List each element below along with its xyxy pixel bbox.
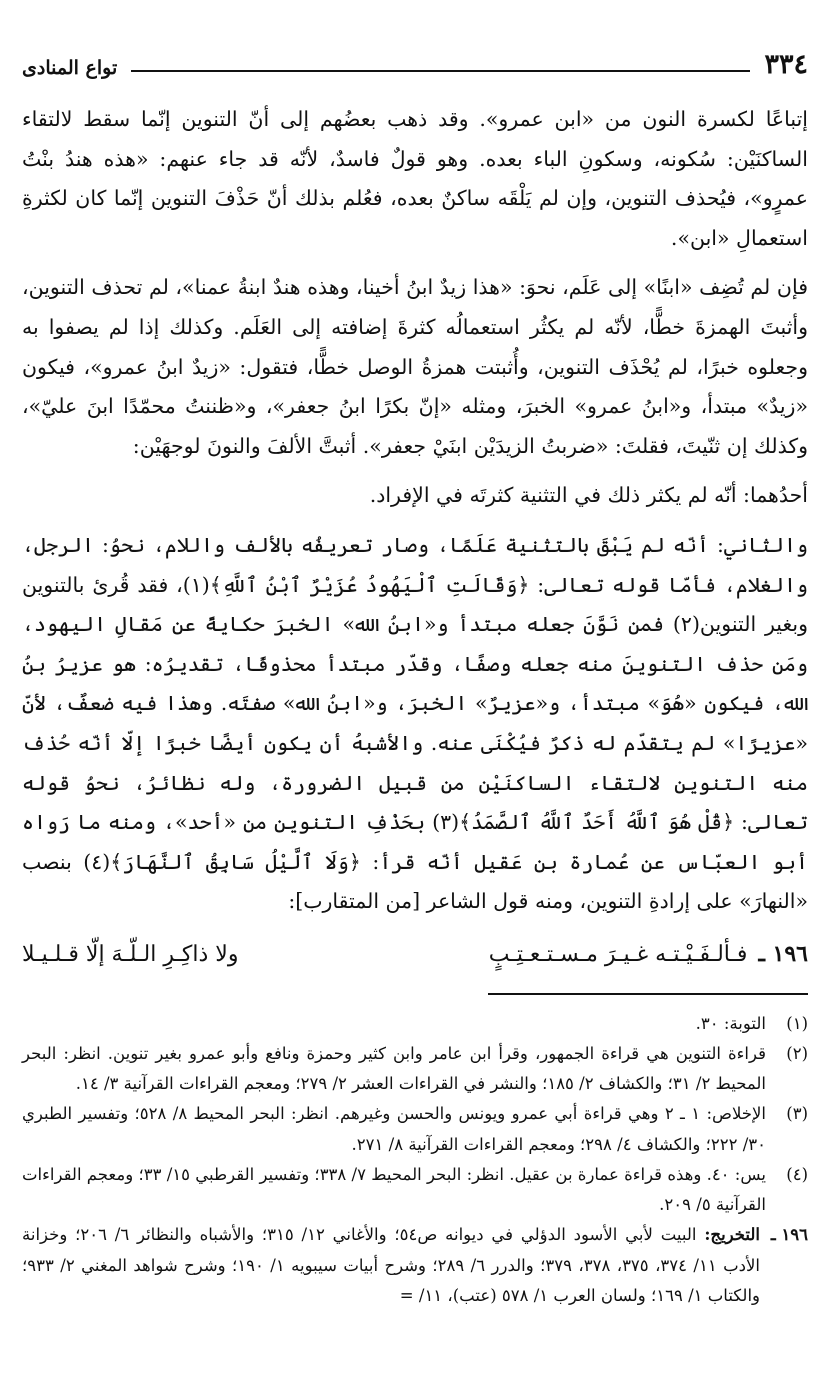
takhrij-label: التخريج: xyxy=(704,1225,761,1245)
takhrij-text: البيت لأبي الأسود الدؤلي في ديوانه ص٥٤؛ والأغاني ١٢/ ٣١٥؛ والأشباه والنظائر ٦/ ٢٠٦؛ وخزانة الأدب ١١/ ٣٧٤، ٣٧٥، ٣٧٨، ٣٧٩؛ والدرر ٦/ ٢٨٩؛ وشرح أبيات سيبويه ١/ ١٩٠؛ وشرح شواهد المغني ٢/ ٩٣٣؛ والكتاب ١/ ١٦٩؛ ولسان العرب ١/ ٥٧٨ (عتب)، ١١/ = xyxy=(22,1225,761,1305)
takhrij-number: ١٩٦ ـ xyxy=(770,1225,808,1245)
footnote-text: يس: ٤٠. وهذه قراءة عمارة بن عقيل. انظر: البحر المحيط ٧/ ٣٣٨؛ وتفسير القرطبي ١٥/ ٣٣؛ ومعجم القراءات القرآنية ٥/ ٢٠٩. xyxy=(22,1164,766,1215)
verse-number: ١٩٦ ـ xyxy=(758,940,808,967)
header-rule xyxy=(131,70,750,72)
footnotes xyxy=(22,1009,808,1311)
footnote-number: (٤) xyxy=(786,1164,808,1184)
paragraph-3: أحدُهما: أنّه لم يكثر ذلك في التثنية كثرتَه في الإفراد. xyxy=(369,483,808,508)
footnote xyxy=(22,1160,808,1220)
paragraph-1: إتباعًا لكسرة النون من «ابن عمرو». وقد ذهب بعضُهم إلى أنّ التنوين إنّما سقط لالتقاء الساكنَيْن: سُكونه، وسكونِ الباء بعده. وهو قولٌ فاسدٌ، لأنّه قد جاء عنهم: «هذه هندُ بنْتُ عمرٍو»، فيُحذف التنوين، وإن لم يَلْقَه ساكنٌ بعده، فعُلم بذلك أنّ حَذْفَ التنوين إنّما كان لكثرةِ استعمالِ «ابن». xyxy=(22,107,808,250)
paragraph-4: والثاني: أنّه لم يَبْقَ بالتثنية عَلَمًا، وصار تعريفُه بالألف واللام، نحوُ: الرجل، والغلام، فأمّا قوله تعالى: ﴿وَقَالَتِ ٱلْيَهُودُ عُزَيْرٌ ٱبْنُ ٱللَّهِ﴾(١)، فقد قُرئ بالتنوين وبغير التنوين(٢) فمن نَوَّنَ جعله مبتدأ و«ابنُ الله» الخبرَ حكايةً عن مَقالِ اليهود، ومَن حذف التنوينَ منه جعله وصفًا، وقدّر مبتدأ محذوفًا، تقديرُه: هو عزيرُ بنُ الله، فيكون «هُوَ» مبتدأ، و«عزيرٌ» الخبرَ، و«ابنُ الله» صفتَه. وهذا فيه ضعفٌ، لأنّ «عزيرًا» لم يتقدّم له ذكرٌ فيُكْنَى عنه. والأشبهُ أن يكون أيضًا خبرًا إلّا أنّه حُذف منه التنوين لالتقاء الساكنَيْن من قبيل الضرورة، وله نظائرُ، نحوُ قوله تعالى: ﴿قُلْ هُوَ ٱللَّهُ أَحَدٌ ٱللَّهُ ٱلصَّمَدُ﴾(٣) بحَذْفِ التنوين من «أحد»، ومنه ما رَواه أبو العبّاس عن عُمارة بن عَقيل أنّه قرأ: ﴿وَلَا ٱلَّيْلُ سَابِقُ ٱلنَّهَارَ﴾(٤) بنصب «النهارَ» على إرادةِ التنوين، ومنه قول الشاعر [من المتقارب]: xyxy=(22,532,808,914)
footnote-number: (٣) xyxy=(786,1104,808,1124)
footnote-number: (١) xyxy=(786,1013,808,1033)
main-text xyxy=(22,100,808,975)
section-title: تواع المنادى xyxy=(22,57,118,79)
takhrij-note xyxy=(22,1220,808,1311)
page-number: ٣٣٤ xyxy=(764,49,808,80)
poetry-verse xyxy=(22,934,808,975)
verse-second-hemistich: ولا ذاكِـرِ الـلّـهَ إلّا قـلـيـلا xyxy=(22,941,239,967)
footnote-text: الإخلاص: ١ ـ ٢ وهي قراءة أبي عمرو ويونس والحسن وغيرهم. انظر: البحر المحيط ٨/ ٥٢٨؛ وتفسير الطبري ٣٠/ ٢٢٢؛ والكشاف ٤/ ٢٩٨؛ ومعجم القراءات القرآنية ٨/ ٢٧١. xyxy=(22,1104,767,1154)
footnote xyxy=(22,1039,808,1099)
running-header xyxy=(22,38,808,78)
footnote xyxy=(22,1099,808,1159)
footnote-separator xyxy=(488,993,808,995)
paragraph-2: فإن لم تُضِف «ابنًا» إلى عَلَم، نحوَ: «هذا زيدٌ ابنُ أخينا، وهذه هندٌ ابنةُ عمنا»، لم تحذف التنوين، وأثبتَ الهمزةَ خطًّا، لأنّه لم يكثُر استعمالُه كثرةَ إضافته إلى العَلَم. وكذلك إذا لم يصفوا به وجعلوه خبرًا، لم يُحْذَف التنوين، وأُثبتت همزةُ الوصل خطًّا، فتقول: «زيدٌ ابنُ عمرو»، فيكون «زيدٌ» مبتدأ، و«ابنُ عمرو» الخبرَ، ومثله «إنّ بكرًا ابنُ جعفر»، و«ظننتُ محمّدًا ابنَ عليّ»، وكذلك إن ثنّيتَ، فقلتَ: «ضربتُ الزيدَيْن ابنَيْ جعفر». أثبتَّ الألفَ والنونَ لوجهَيْن: xyxy=(22,275,808,458)
footnote-number: (٢) xyxy=(786,1044,808,1064)
footnote xyxy=(22,1009,808,1039)
footnote-text: قراءة التنوين هي قراءة الجمهور، وقرأ ابن عامر وابن كثير وحمزة ونافع وأبو عمرو بغير تنوين. انظر: البحر المحيط ٢/ ٣١؛ والكشاف ٢/ ١٨٥؛ والنشر في القراءات العشر ٢/ ٢٧٩؛ ومعجم القراءات القرآنية ٣/ ١٤. xyxy=(22,1044,766,1094)
footnote-text: التوبة: ٣٠. xyxy=(695,1013,766,1033)
verse-first-hemistich: فـألـفَـيْـتـه غـيـرَ مـسـتـعـتِـبٍ xyxy=(488,941,748,967)
book-page xyxy=(22,38,808,1311)
